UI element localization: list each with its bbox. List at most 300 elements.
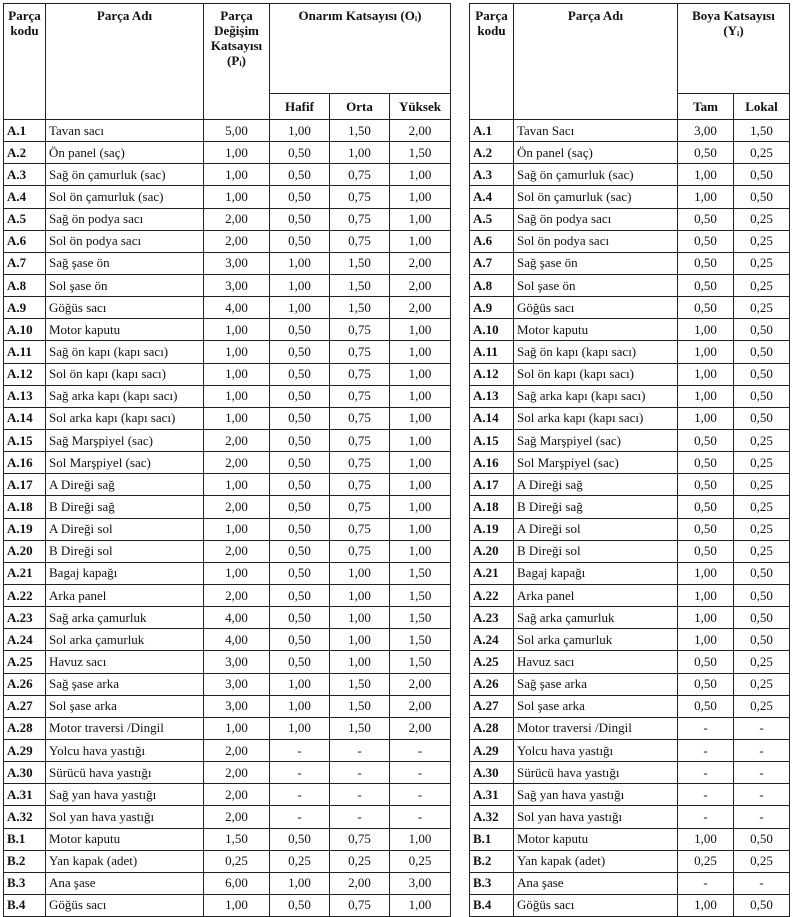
repair-high-cell: 1,50 <box>390 629 451 651</box>
change-coefficient-cell: 2,00 <box>204 429 270 451</box>
repair-high-cell: 2,00 <box>390 673 451 695</box>
part-code-cell: A.17 <box>4 474 46 496</box>
repair-medium-cell: 1,00 <box>330 584 390 606</box>
part-name-cell: Havuz sacı <box>46 651 204 673</box>
part-name-cell: Sol ön çamurluk (sac) <box>514 186 678 208</box>
part-name-cell: Sol şase ön <box>46 274 204 296</box>
table-row <box>4 607 451 629</box>
repair-light-cell: 1,00 <box>270 120 330 142</box>
table-row <box>4 673 451 695</box>
paint-local-cell: 0,50 <box>734 341 790 363</box>
table-row <box>4 872 451 894</box>
repair-light-cell: - <box>270 739 330 761</box>
paint-full-cell: 0,50 <box>678 496 734 518</box>
repair-high-cell: 1,00 <box>390 452 451 474</box>
table-row <box>470 562 790 584</box>
header-part-code: Parça kodu <box>4 4 46 120</box>
part-code-cell: A.4 <box>470 186 514 208</box>
part-code-cell: A.18 <box>4 496 46 518</box>
repair-high-cell: 1,00 <box>390 164 451 186</box>
part-code-cell: A.11 <box>4 341 46 363</box>
paint-local-cell: 0,50 <box>734 894 790 916</box>
part-name-cell: Bagaj kapağı <box>46 562 204 584</box>
table-row <box>470 319 790 341</box>
table-row <box>4 540 451 562</box>
part-code-cell: A.10 <box>470 319 514 341</box>
part-name-cell: Yan kapak (adet) <box>514 850 678 872</box>
part-code-cell: A.15 <box>470 429 514 451</box>
part-name-cell: Göğüs sacı <box>46 297 204 319</box>
part-code-cell: A.25 <box>4 651 46 673</box>
paint-local-cell: - <box>734 762 790 784</box>
part-code-cell: A.10 <box>4 319 46 341</box>
table-row <box>470 385 790 407</box>
table-row <box>470 540 790 562</box>
part-code-cell: A.23 <box>4 607 46 629</box>
change-coefficient-cell: 2,00 <box>204 584 270 606</box>
part-code-cell: A.6 <box>470 230 514 252</box>
repair-high-cell: 1,00 <box>390 540 451 562</box>
repair-light-cell: - <box>270 806 330 828</box>
repair-light-cell: 1,00 <box>270 695 330 717</box>
paint-local-cell: 0,50 <box>734 363 790 385</box>
part-name-cell: Sağ yan hava yastığı <box>46 784 204 806</box>
repair-light-cell: 1,00 <box>270 673 330 695</box>
part-code-cell: A.28 <box>4 717 46 739</box>
paint-full-cell: - <box>678 717 734 739</box>
table-row <box>470 186 790 208</box>
repair-high-cell: - <box>390 784 451 806</box>
table-row <box>470 518 790 540</box>
part-code-cell: A.7 <box>4 252 46 274</box>
part-code-cell: A.12 <box>470 363 514 385</box>
part-name-cell: Göğüs sacı <box>514 894 678 916</box>
paint-local-cell: 0,25 <box>734 540 790 562</box>
paint-full-cell: 0,50 <box>678 142 734 164</box>
part-code-cell: B.4 <box>4 894 46 916</box>
table-row <box>470 274 790 296</box>
change-coefficient-cell: 3,00 <box>204 274 270 296</box>
table-row <box>4 319 451 341</box>
table-row <box>470 673 790 695</box>
table-row <box>470 142 790 164</box>
change-coefficient-cell: 2,00 <box>204 739 270 761</box>
part-code-cell: A.30 <box>4 762 46 784</box>
part-name-cell: Yolcu hava yastığı <box>46 739 204 761</box>
table-row <box>4 341 451 363</box>
part-name-cell: Sol şase arka <box>514 695 678 717</box>
paint-full-cell: 0,50 <box>678 474 734 496</box>
part-code-cell: A.20 <box>470 540 514 562</box>
repair-medium-cell: 1,50 <box>330 297 390 319</box>
repair-medium-cell: 1,50 <box>330 673 390 695</box>
table-row <box>4 717 451 739</box>
paint-full-cell: 0,50 <box>678 651 734 673</box>
paint-full-cell: 1,00 <box>678 894 734 916</box>
change-coefficient-cell: 2,00 <box>204 806 270 828</box>
repair-high-cell: 1,50 <box>390 562 451 584</box>
table-row <box>4 142 451 164</box>
paint-full-cell: 0,50 <box>678 695 734 717</box>
table-row <box>4 562 451 584</box>
repair-medium-cell: 1,00 <box>330 562 390 584</box>
header-change-coefficient: Parça Değişim Katsayısı (Pᵢ) <box>204 4 270 120</box>
table-row <box>470 429 790 451</box>
table-row <box>470 297 790 319</box>
repair-high-cell: 1,00 <box>390 429 451 451</box>
repair-light-cell: 0,50 <box>270 496 330 518</box>
part-name-cell: Sol ön kapı (kapı sacı) <box>46 363 204 385</box>
table-row <box>4 629 451 651</box>
part-name-cell: Sağ şase ön <box>46 252 204 274</box>
paint-local-cell: 0,25 <box>734 695 790 717</box>
paint-local-cell: 0,25 <box>734 673 790 695</box>
repair-high-cell: 1,00 <box>390 385 451 407</box>
part-code-cell: B.3 <box>4 872 46 894</box>
repair-medium-cell: 0,75 <box>330 164 390 186</box>
repair-light-cell: - <box>270 762 330 784</box>
table-row <box>470 230 790 252</box>
part-code-cell: A.29 <box>4 739 46 761</box>
paint-full-cell: 1,00 <box>678 584 734 606</box>
part-code-cell: A.7 <box>470 252 514 274</box>
part-code-cell: A.20 <box>4 540 46 562</box>
part-name-cell: Bagaj kapağı <box>514 562 678 584</box>
part-name-cell: B Direği sol <box>46 540 204 562</box>
repair-light-cell: 1,00 <box>270 274 330 296</box>
paint-full-cell: 1,00 <box>678 186 734 208</box>
part-name-cell: Sağ yan hava yastığı <box>514 784 678 806</box>
repair-medium-cell: 0,75 <box>330 230 390 252</box>
paint-local-cell: 0,25 <box>734 474 790 496</box>
part-code-cell: A.11 <box>470 341 514 363</box>
part-code-cell: A.8 <box>470 274 514 296</box>
change-coefficient-cell: 5,00 <box>204 120 270 142</box>
part-name-cell: Sağ arka kapı (kapı sacı) <box>46 385 204 407</box>
paint-full-cell: 1,00 <box>678 363 734 385</box>
repair-light-cell: 1,00 <box>270 717 330 739</box>
table-row <box>4 274 451 296</box>
paint-full-cell: 0,50 <box>678 540 734 562</box>
part-code-cell: B.2 <box>4 850 46 872</box>
part-code-cell: A.22 <box>470 584 514 606</box>
part-code-cell: A.4 <box>4 186 46 208</box>
part-name-cell: Sağ şase ön <box>514 252 678 274</box>
part-name-cell: Sağ ön podya sacı <box>514 208 678 230</box>
change-coefficient-cell: 2,00 <box>204 784 270 806</box>
repair-high-cell: 1,00 <box>390 186 451 208</box>
table-row <box>4 452 451 474</box>
repair-light-cell: 0,50 <box>270 208 330 230</box>
part-name-cell: Ana şase <box>514 872 678 894</box>
repair-high-cell: 2,00 <box>390 717 451 739</box>
table-row <box>4 784 451 806</box>
repair-medium-cell: 0,75 <box>330 407 390 429</box>
part-name-cell: Arka panel <box>46 584 204 606</box>
part-code-cell: A.2 <box>4 142 46 164</box>
repair-light-cell: 0,50 <box>270 562 330 584</box>
part-code-cell: A.9 <box>4 297 46 319</box>
part-name-cell: Sol ön podya sacı <box>514 230 678 252</box>
table-row <box>4 651 451 673</box>
part-code-cell: A.27 <box>470 695 514 717</box>
header-part-code: Parça kodu <box>470 4 514 120</box>
part-name-cell: Yolcu hava yastığı <box>514 739 678 761</box>
change-coefficient-cell: 1,00 <box>204 407 270 429</box>
part-code-cell: B.2 <box>470 850 514 872</box>
table-row <box>470 474 790 496</box>
paint-full-cell: 0,50 <box>678 518 734 540</box>
repair-light-cell: 0,50 <box>270 319 330 341</box>
part-name-cell: Motor traversi /Dingil <box>46 717 204 739</box>
change-coefficient-cell: 1,00 <box>204 319 270 341</box>
part-code-cell: A.22 <box>4 584 46 606</box>
change-coefficient-cell: 4,00 <box>204 629 270 651</box>
part-name-cell: Sol arka kapı (kapı sacı) <box>46 407 204 429</box>
repair-high-cell: 2,00 <box>390 120 451 142</box>
part-name-cell: A Direği sol <box>46 518 204 540</box>
part-code-cell: A.14 <box>4 407 46 429</box>
part-name-cell: Sol yan hava yastığı <box>46 806 204 828</box>
repair-light-cell: 0,50 <box>270 142 330 164</box>
part-code-cell: A.13 <box>4 385 46 407</box>
repair-medium-cell: 0,75 <box>330 429 390 451</box>
table-row <box>470 164 790 186</box>
repair-medium-cell: - <box>330 806 390 828</box>
part-code-cell: A.8 <box>4 274 46 296</box>
paint-full-cell: 1,00 <box>678 407 734 429</box>
repair-high-cell: 1,00 <box>390 828 451 850</box>
paint-full-cell: 1,00 <box>678 562 734 584</box>
change-coefficient-cell: 1,00 <box>204 562 270 584</box>
paint-local-cell: 0,25 <box>734 230 790 252</box>
paint-local-cell: 0,25 <box>734 297 790 319</box>
table-row <box>4 252 451 274</box>
table-row <box>4 894 451 916</box>
repair-light-cell: 0,50 <box>270 828 330 850</box>
paint-local-cell: 0,25 <box>734 142 790 164</box>
part-code-cell: A.23 <box>470 607 514 629</box>
part-code-cell: A.21 <box>4 562 46 584</box>
paint-full-cell: 1,00 <box>678 164 734 186</box>
part-name-cell: Sağ ön çamurluk (sac) <box>514 164 678 186</box>
repair-medium-cell: 1,50 <box>330 695 390 717</box>
repair-medium-cell: 0,75 <box>330 518 390 540</box>
repair-light-cell: 0,50 <box>270 385 330 407</box>
paint-local-cell: 0,25 <box>734 651 790 673</box>
change-coefficient-cell: 2,00 <box>204 208 270 230</box>
paint-full-cell: 1,00 <box>678 341 734 363</box>
repair-light-cell: 0,50 <box>270 518 330 540</box>
part-code-cell: A.1 <box>470 120 514 142</box>
repair-light-cell: 0,50 <box>270 407 330 429</box>
part-name-cell: Sağ Marşpiyel (sac) <box>514 429 678 451</box>
repair-high-cell: 1,00 <box>390 518 451 540</box>
table-row <box>470 407 790 429</box>
repair-light-cell: 0,50 <box>270 629 330 651</box>
table-row <box>470 894 790 916</box>
table-row <box>4 186 451 208</box>
part-name-cell: Motor kaputu <box>46 828 204 850</box>
repair-medium-cell: 0,75 <box>330 474 390 496</box>
paint-local-cell: 0,25 <box>734 274 790 296</box>
paint-local-cell: 0,50 <box>734 186 790 208</box>
table-row <box>470 872 790 894</box>
paint-coefficient-table <box>469 3 790 917</box>
header-repair-coefficient: Onarım Katsayısı (Oᵢ) <box>270 4 451 94</box>
part-name-cell: Arka panel <box>514 584 678 606</box>
table-row <box>470 739 790 761</box>
change-coefficient-cell: 2,00 <box>204 496 270 518</box>
paint-local-cell: - <box>734 739 790 761</box>
table-row <box>470 806 790 828</box>
repair-table-body <box>4 120 451 917</box>
part-name-cell: Sağ şase arka <box>46 673 204 695</box>
part-code-cell: B.1 <box>470 828 514 850</box>
change-coefficient-cell: 3,00 <box>204 252 270 274</box>
part-code-cell: A.3 <box>4 164 46 186</box>
repair-light-cell: 0,50 <box>270 540 330 562</box>
part-code-cell: A.17 <box>470 474 514 496</box>
repair-light-cell: 1,00 <box>270 297 330 319</box>
part-code-cell: A.19 <box>4 518 46 540</box>
change-coefficient-cell: 3,00 <box>204 651 270 673</box>
paint-full-cell: 0,50 <box>678 452 734 474</box>
part-name-cell: Tavan Sacı <box>514 120 678 142</box>
repair-light-cell: 0,50 <box>270 230 330 252</box>
repair-high-cell: 1,50 <box>390 651 451 673</box>
repair-medium-cell: - <box>330 762 390 784</box>
part-name-cell: Sol ön çamurluk (sac) <box>46 186 204 208</box>
change-coefficient-cell: 3,00 <box>204 673 270 695</box>
repair-high-cell: 1,00 <box>390 894 451 916</box>
change-coefficient-cell: 1,00 <box>204 363 270 385</box>
header-light: Hafif <box>270 94 330 120</box>
table-row <box>4 164 451 186</box>
table-row <box>4 230 451 252</box>
paint-local-cell: 0,50 <box>734 407 790 429</box>
paint-local-cell: - <box>734 717 790 739</box>
part-name-cell: Motor traversi /Dingil <box>514 717 678 739</box>
table-row <box>470 784 790 806</box>
part-name-cell: Sürücü hava yastığı <box>514 762 678 784</box>
part-code-cell: A.31 <box>470 784 514 806</box>
repair-medium-cell: 0,75 <box>330 341 390 363</box>
table-row <box>4 363 451 385</box>
paint-full-cell: - <box>678 784 734 806</box>
paint-local-cell: 0,50 <box>734 164 790 186</box>
part-name-cell: Sol Marşpiyel (sac) <box>46 452 204 474</box>
repair-medium-cell: 1,50 <box>330 120 390 142</box>
repair-light-cell: 1,00 <box>270 872 330 894</box>
table-row <box>4 739 451 761</box>
repair-medium-cell: 1,50 <box>330 252 390 274</box>
part-code-cell: A.16 <box>470 452 514 474</box>
table-row <box>470 363 790 385</box>
paint-full-cell: 1,00 <box>678 629 734 651</box>
part-code-cell: A.27 <box>4 695 46 717</box>
repair-high-cell: 1,50 <box>390 584 451 606</box>
repair-medium-cell: 1,00 <box>330 142 390 164</box>
part-name-cell: Sağ ön podya sacı <box>46 208 204 230</box>
table-row <box>4 850 451 872</box>
part-code-cell: A.24 <box>4 629 46 651</box>
repair-high-cell: 1,00 <box>390 496 451 518</box>
change-coefficient-cell: 2,00 <box>204 452 270 474</box>
change-coefficient-cell: 1,00 <box>204 142 270 164</box>
part-name-cell: Yan kapak (adet) <box>46 850 204 872</box>
repair-medium-cell: 0,75 <box>330 319 390 341</box>
part-name-cell: Sağ arka çamurluk <box>514 607 678 629</box>
part-code-cell: A.13 <box>470 385 514 407</box>
part-name-cell: Sol arka kapı (kapı sacı) <box>514 407 678 429</box>
change-coefficient-cell: 1,00 <box>204 186 270 208</box>
repair-light-cell: 0,50 <box>270 894 330 916</box>
part-code-cell: A.26 <box>4 673 46 695</box>
change-coefficient-cell: 1,00 <box>204 717 270 739</box>
repair-light-cell: 1,00 <box>270 252 330 274</box>
paint-full-cell: - <box>678 806 734 828</box>
table-row <box>4 518 451 540</box>
paint-local-cell: 0,50 <box>734 319 790 341</box>
part-name-cell: Göğüs sacı <box>514 297 678 319</box>
header-medium: Orta <box>330 94 390 120</box>
change-coefficient-cell: 1,00 <box>204 474 270 496</box>
part-name-cell: Sürücü hava yastığı <box>46 762 204 784</box>
repair-light-cell: 0,25 <box>270 850 330 872</box>
repair-medium-cell: 0,75 <box>330 540 390 562</box>
paint-local-cell: 0,50 <box>734 584 790 606</box>
repair-light-cell: 0,50 <box>270 584 330 606</box>
change-coefficient-cell: 2,00 <box>204 762 270 784</box>
repair-high-cell: 3,00 <box>390 872 451 894</box>
repair-medium-cell: 0,75 <box>330 186 390 208</box>
repair-high-cell: 2,00 <box>390 695 451 717</box>
paint-local-cell: 0,25 <box>734 850 790 872</box>
paint-full-cell: 1,00 <box>678 385 734 407</box>
repair-medium-cell: 0,75 <box>330 208 390 230</box>
part-name-cell: Sağ şase arka <box>514 673 678 695</box>
table-row <box>4 695 451 717</box>
header-full: Tam <box>678 94 734 120</box>
part-name-cell: Havuz sacı <box>514 651 678 673</box>
change-coefficient-cell: 3,00 <box>204 695 270 717</box>
repair-high-cell: 1,00 <box>390 363 451 385</box>
part-code-cell: A.5 <box>470 208 514 230</box>
part-name-cell: B Direği sağ <box>46 496 204 518</box>
repair-medium-cell: 1,00 <box>330 651 390 673</box>
part-code-cell: A.19 <box>470 518 514 540</box>
paint-full-cell: 1,00 <box>678 607 734 629</box>
repair-medium-cell: 1,50 <box>330 717 390 739</box>
table-row <box>470 341 790 363</box>
part-name-cell: Sol şase arka <box>46 695 204 717</box>
repair-light-cell: 0,50 <box>270 429 330 451</box>
repair-medium-cell: 0,75 <box>330 828 390 850</box>
repair-medium-cell: - <box>330 739 390 761</box>
part-name-cell: Sol yan hava yastığı <box>514 806 678 828</box>
part-code-cell: A.21 <box>470 562 514 584</box>
header-part-name: Parça Adı <box>514 4 678 120</box>
table-row <box>4 474 451 496</box>
paint-full-cell: - <box>678 872 734 894</box>
paint-full-cell: 1,00 <box>678 319 734 341</box>
repair-medium-cell: 0,75 <box>330 496 390 518</box>
part-code-cell: A.30 <box>470 762 514 784</box>
change-coefficient-cell: 4,00 <box>204 297 270 319</box>
change-coefficient-cell: 1,50 <box>204 828 270 850</box>
paint-local-cell: 0,25 <box>734 518 790 540</box>
